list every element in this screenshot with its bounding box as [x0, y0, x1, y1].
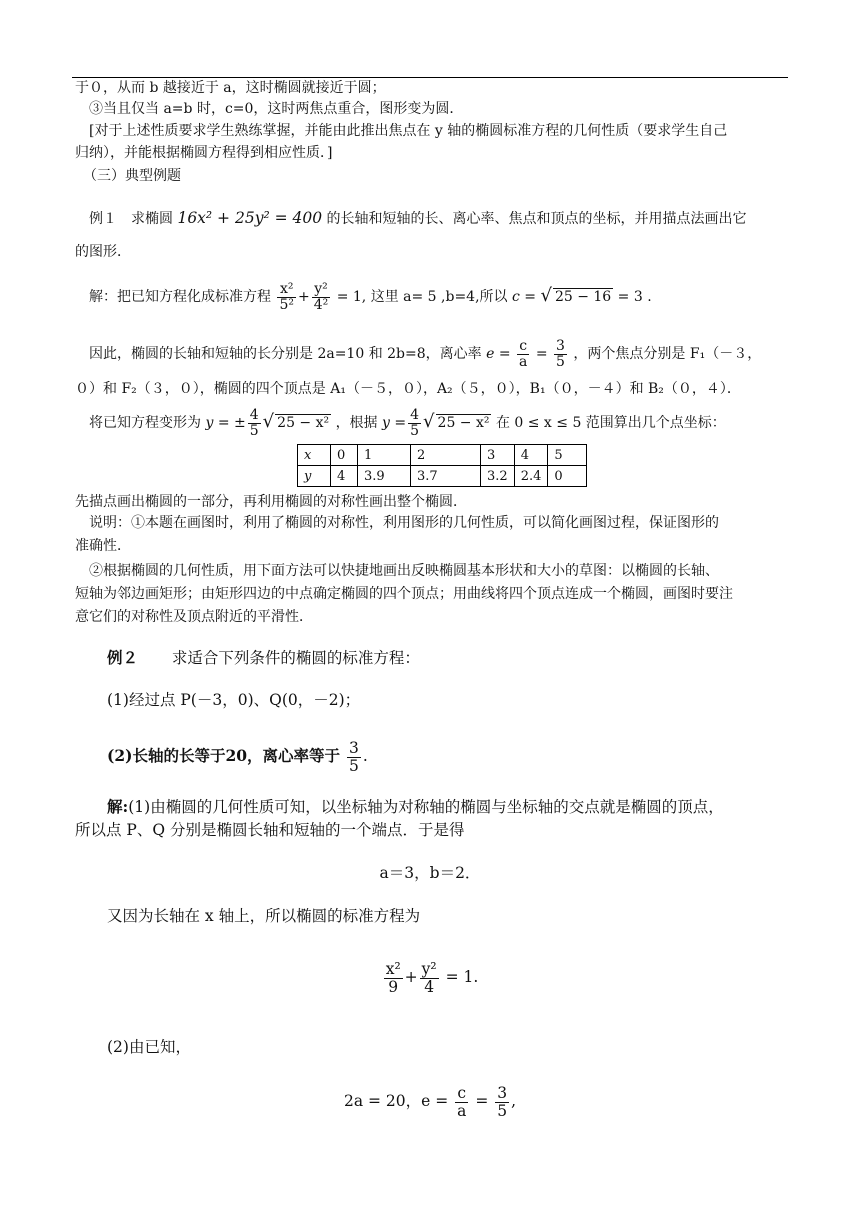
table-row: x 0 1 2 3 4 5 — [298, 445, 587, 466]
fraction-x2-over-9: $\frac{\text{x²}}{9}$ — [385, 960, 401, 996]
example1-label: 例１ 求椭圆 — [89, 211, 173, 227]
fraction-x2-over-5sq: $\frac{\text{x²}}{\text{5²}}$ — [279, 280, 294, 313]
text-line: ０）和 F₂（３，０），椭圆的四个顶点是 A₁（－５，０），A₂（５，０），B₁（０，－４）和 B₂（０，４）． — [75, 381, 741, 397]
c-symbol: c = — [511, 289, 541, 305]
fraction-y2-over-4: $\frac{\text{y²}}{4}$ — [421, 960, 437, 996]
solution-values: = 1, 这里 a= 5 ,b=4,所以 — [336, 289, 508, 305]
table-header-x: x — [298, 445, 331, 466]
example1-text: 的长轴和短轴的长、离心率、焦点和顶点的坐标，并用描点法画出它 — [326, 211, 747, 227]
text-line: 说明：①本题在画图时，利用了椭圆的对称性，利用图形的几何性质，可以简化画图过程，保证图形的 — [89, 515, 719, 531]
text-line: (2)由已知， — [107, 1038, 191, 1056]
transform-line: 将已知方程变形为 y = ± $\frac{4}{5}$ √ 25 − x² ，根据 y = $\frac{4}{5}$ √ 25 − x² 在 0 ≤ x ≤ 5 范围算出几个点坐标： — [89, 406, 726, 439]
sqrt-icon: √ — [262, 411, 275, 432]
text-line: [对于上述性质要求学生熟练掌握，并能由此推出焦点在 y 轴的椭圆标准方程的几何性质（要求学生自己 — [89, 123, 728, 139]
sqrt-icon: √ — [423, 411, 435, 432]
fraction-3-over-5: $\frac{3}{5}$ — [348, 739, 359, 775]
example1-equation: 16x² + 25y² = 400 — [177, 209, 323, 227]
condition-1: (1)经过点 P(－3，0)、Q(0，－2)； — [107, 691, 361, 709]
table-row: y 4 3.9 3.7 3.2 2.4 0 — [298, 466, 587, 487]
text-line: 于０，从而 b 越接近于 a，这时椭圆就接近于圆； — [75, 80, 386, 96]
solution2-line: 解:(1)由椭圆的几何性质可知，以坐标轴为对称轴的椭圆与坐标轴的交点就是椭圆的顶点， — [107, 797, 724, 816]
hence-text: 因此，椭圆的长轴和短轴的长分别是 2a=10 和 2b=8，离心率 — [89, 346, 482, 362]
text-line: 准确性． — [75, 538, 131, 554]
fraction-c-over-a: $\frac{c}{a}$ — [457, 1084, 467, 1120]
fraction-4-over-5: $\frac{4}{5}$ — [249, 406, 259, 439]
solution-intro: 解：把已知方程化成标准方程 — [89, 289, 271, 305]
foci-text: ，两个焦点分别是 F₁（－３， — [573, 346, 762, 362]
points-table — [297, 444, 587, 487]
table-header-y: y — [298, 466, 331, 487]
final-equation: 2a = 20，e = $\frac{c}{a}$ = $\frac{3}{5}$ , — [343, 1084, 517, 1120]
sqrt-icon: √ — [540, 285, 552, 306]
sqrt-radicand: 25 − 16 — [554, 289, 612, 305]
example2-line — [107, 648, 420, 668]
solution-line: 解：把已知方程化成标准方程 $\frac{\text{x²}}{\text{5²}}$ + $\frac{\text{y²}}{\text{4²}}$ = 1, 这里 a= 5 ,b=4,所以 c = √ 25 − 16 = 3 . — [89, 280, 652, 313]
fraction-y2-over-4sq: $\frac{\text{y²}}{\text{4²}}$ — [313, 280, 329, 313]
fraction-3-over-5: $\frac{3}{5}$ — [497, 1084, 508, 1120]
fraction-c-over-a: $\frac{c}{a}$ — [519, 337, 528, 370]
text-line: 又因为长轴在 x 轴上，所以椭圆的标准方程为 — [107, 907, 421, 925]
text-line: ②根据椭圆的几何性质，用下面方法可以快捷地画出反映椭圆基本形状和大小的草图：以椭圆的长轴、 — [89, 563, 719, 579]
hence-line: 因此，椭圆的长轴和短轴的长分别是 2a=10 和 2b=8，离心率 e = $\frac{c}{a}$ = $\frac{3}{5}$ ，两个焦点分别是 F₁（－３， — [89, 337, 762, 370]
section-heading: （三）典型例题 — [83, 168, 181, 184]
solution2-label: 解: — [107, 797, 129, 816]
fraction-3-over-5: $\frac{3}{5}$ — [556, 337, 565, 370]
text-line: 意它们的对称性及顶点附近的平滑性． — [75, 609, 313, 625]
condition-2: (2)长轴的长等于20，离心率等于 $\frac{3}{5}$ . — [107, 739, 368, 775]
example1-line — [89, 208, 747, 229]
transform-text: 将已知方程变形为 — [89, 415, 201, 431]
solution-result: = 3 . — [613, 289, 652, 305]
text-line: 先描点画出椭圆的一部分，再利用椭圆的对称性画出整个椭圆． — [75, 494, 467, 510]
ab-values: a＝3，b＝2． — [379, 864, 481, 882]
example2-label: 例２ — [107, 648, 139, 667]
text-line: 归纳），并能根据椭圆方程得到相应性质．] — [75, 145, 333, 161]
text-line: ③当且仅当 a=b 时，c=0，这时两焦点重合，图形变为圆． — [89, 101, 464, 117]
text-line: 的图形． — [75, 244, 131, 260]
example2-text: 求适合下列条件的椭圆的标准方程： — [171, 649, 420, 667]
text-line: 短轴为邻边画矩形；由矩形四边的中点确定椭圆的四个顶点；用曲线将四个顶点连成一个椭圆，画图时要注 — [75, 586, 733, 602]
fraction-4-over-5: $\frac{4}{5}$ — [410, 406, 420, 439]
text-line: 所以点 P、Q 分别是椭圆长轴和短轴的一个端点．于是得 — [75, 821, 465, 839]
ellipse-equation: $\frac{\text{x²}}{9}$ + $\frac{\text{y²}}{4}$ = 1. — [385, 960, 479, 996]
